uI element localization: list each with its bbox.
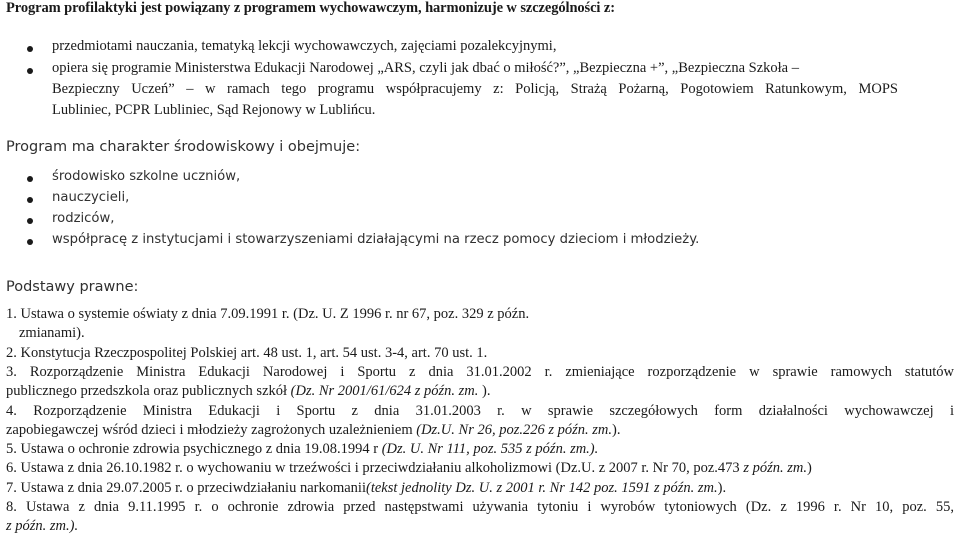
legal-item-1-cont: zmianami). [19, 325, 85, 341]
intro-bullet-1: przedmiotami nauczania, tematyką lekcji wychowawczych, zajęciami pozalekcyjnymi, [52, 38, 557, 54]
legal-item-4: 4. Rozporządzenie Ministra Edukacji i Sportu z dnia 31.01.2003 r. w sprawie szczegółowych form działalności wychowawczej i [6, 403, 954, 419]
legal-item-5: 5. Ustawa o ochronie zdrowia psychicznego z dnia 19.08.1994 r (Dz. U. Nr 111, poz. 535 z późn. zm.). [6, 441, 599, 457]
legal-item-2: 2. Konstytucja Rzeczpospolitej Polskiej art. 48 ust. 1, art. 54 ust. 3-4, art. 70 ust. 1. [6, 345, 488, 361]
legal-item-8: 8. Ustawa z dnia 9.11.1995 r. o ochronie zdrowia przed następstwami używania tytoniu i wyrobów tytoniowych (Dz. z 1996 r. Nr 10, poz. 55, [6, 499, 954, 515]
legal-item-3-cont: publicznego przedszkola oraz publicznych szkół (Dz. Nr 2001/61/624 z późn. zm. ). [6, 383, 491, 399]
bullet-dot [27, 68, 33, 74]
character-bullet-1: środowisko szkolne uczniów, [52, 169, 241, 184]
character-bullet-2: nauczycieli, [52, 190, 130, 205]
bullet-dot [27, 197, 33, 203]
bullet-dot [27, 46, 33, 52]
legal-item-1: 1. Ustawa o systemie oświaty z dnia 7.09.1991 r. (Dz. U. Z 1996 r. nr 67, poz. 329 z późn. [6, 306, 530, 322]
bullet-dot [27, 176, 33, 182]
character-bullet-4: współpracę z instytucjami i stowarzyszeniami działającymi na rzecz pomocy dzieciom i młodzieży. [52, 232, 700, 247]
intro-heading: Program profilaktyki jest powiązany z programem wychowawczym, harmonizuje w szczególności z: [6, 0, 615, 16]
legal-item-3: 3. Rozporządzenie Ministra Edukacji Narodowej i Sportu z dnia 31.01.2002 r. zmieniające rozporządzenie w sprawie ramowych statutów [6, 364, 954, 380]
legal-item-6: 6. Ustawa z dnia 26.10.1982 r. o wychowaniu w trzeźwości i przeciwdziałaniu alkoholizmowi (Dz.U. z 2007 r. Nr 70, poz.473 z późn. zm.) [6, 460, 812, 476]
legal-item-7: 7. Ustawa z dnia 29.07.2005 r. o przeciwdziałaniu narkomanii(tekst jednolity Dz. U. z 2001 r. Nr 142 poz. 1591 z późn. zm.). [6, 480, 727, 496]
intro-bullet-2-end: Lubliniec, PCPR Lubliniec, Sąd Rejonowy w Lublińcu. [52, 102, 376, 118]
bullet-dot [27, 239, 33, 245]
legal-heading: Podstawy prawne: [6, 279, 139, 295]
intro-bullet-2: opiera się programie Ministerstwa Edukacji Narodowej „ARS, czyli jak dbać o miłość?”, „Bezpieczna +”, „Bezpieczna Szkoła – [52, 60, 799, 76]
bullet-dot [27, 218, 33, 224]
character-heading: Program ma charakter środowiskowy i obejmuje: [6, 139, 361, 155]
character-bullet-3: rodziców, [52, 211, 115, 226]
intro-bullet-2-cont: Bezpieczny Uczeń” – w ramach tego programu współpracujemy z: Policją, Strażą Pożarną, Pogotowiem Ratunkowym, MOPS [52, 81, 898, 97]
legal-item-8-cont: z późn. zm.). [6, 518, 79, 534]
legal-item-4-cont: zapobiegawczej wśród dzieci i młodzieży zagrożonych uzależnieniem (Dz.U. Nr 26, poz.226 z późn. zm.). [6, 422, 621, 438]
